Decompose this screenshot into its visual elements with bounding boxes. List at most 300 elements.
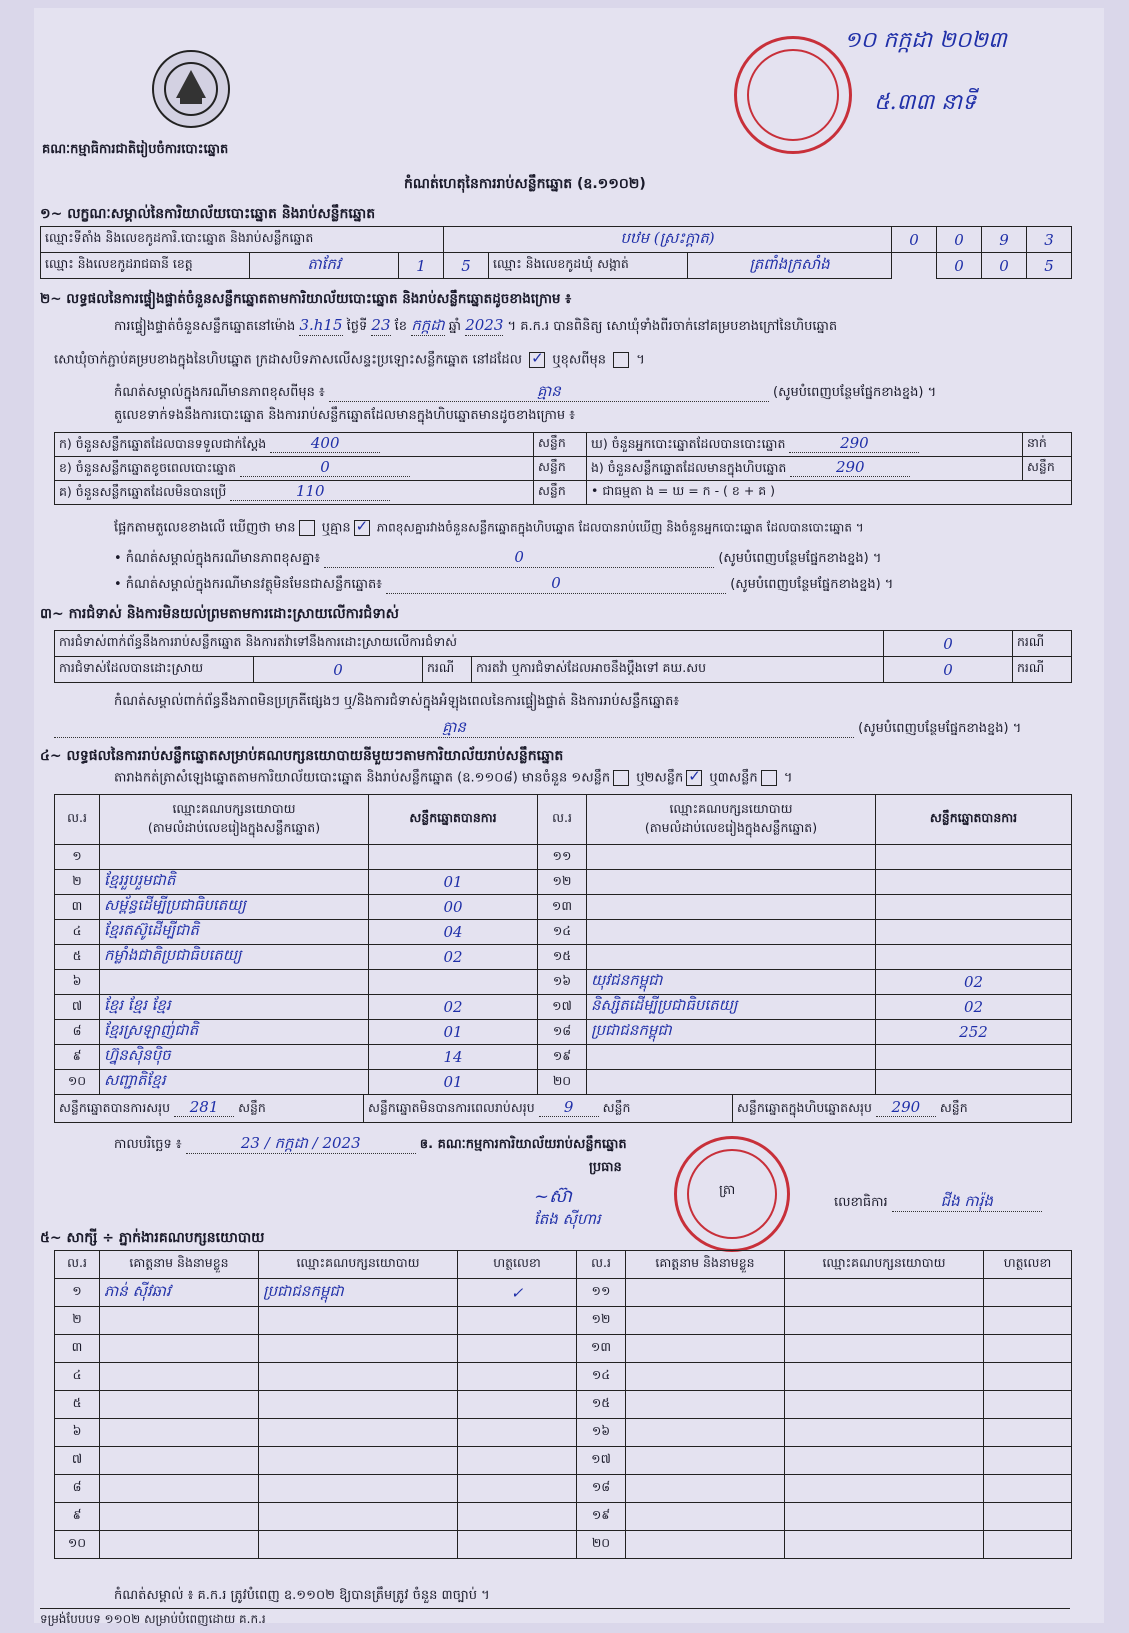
totals-row (55, 1095, 1071, 1122)
table-row (55, 1070, 1072, 1095)
diff-note-value: 0 (324, 548, 714, 568)
row-no: ៤ (55, 1363, 100, 1391)
witness-signature (984, 1335, 1072, 1363)
secretary-name: ជីង ការ៉ុង (892, 1192, 1042, 1212)
witness-party (259, 1363, 458, 1391)
col-sign: ហត្ថលេខា (458, 1251, 577, 1279)
witness-name (626, 1475, 785, 1503)
objection-label: ការជំទាស់ពាក់ព័ន្ធនឹងការរាប់សន្លឹកឆ្នោត និងការតវ៉ាទៅនឹងការដោះស្រាយលើការជំទាស់ (55, 631, 884, 657)
commune-name: ត្រពាំងក្រសាំង (688, 253, 892, 279)
invalid-total: 9 (539, 1098, 599, 1117)
row-no: ១៦ (538, 970, 587, 995)
counts-table (54, 432, 1072, 505)
row-no: ១៦ (577, 1419, 626, 1447)
verify-day: 23 (371, 316, 391, 334)
unit-label: សន្លឹក (602, 1100, 631, 1115)
witness-name (100, 1447, 259, 1475)
resolved-value: 0 (254, 657, 423, 683)
table-row (55, 920, 1072, 945)
verify-year-label: ឆ្នាំ (448, 319, 462, 334)
table-row (55, 1307, 1072, 1335)
official-seal-bottom (674, 1136, 790, 1252)
location-code-digit: 0 (937, 227, 982, 253)
witness-signature (458, 1363, 577, 1391)
location-code-digit: 0 (892, 227, 937, 253)
party-votes: 02 (369, 995, 538, 1020)
section5-title: ៥~ សាក្សី ÷ ភ្នាក់ងារគណបក្សនយោបាយ (40, 1230, 265, 1246)
party-name: សម្ព័ន្ធដើម្បីប្រជាធិបតេយ្យ (100, 895, 369, 920)
official-seal-top (734, 36, 852, 154)
unit-label: សន្លឹក (534, 433, 587, 457)
party-name: និស្សិតដើម្បីប្រជាធិបតេយ្យ (587, 995, 876, 1020)
location-code-digit: 3 (1027, 227, 1072, 253)
witness-signature (458, 1447, 577, 1475)
row-no: ៩ (55, 1045, 100, 1070)
fill-hint: (សូមបំពេញបន្ថែមផ្នែកខាងខ្នង) ។ (730, 577, 894, 592)
witness-name (100, 1531, 259, 1559)
table-row (55, 1391, 1072, 1419)
has-difference-checkbox[interactable] (299, 520, 315, 536)
party-name: ខ្មែរស្រឡាញ់ជាតិ (100, 1020, 369, 1045)
witness-party (259, 1391, 458, 1419)
party-name (587, 1070, 876, 1095)
row-no: ១១ (577, 1279, 626, 1307)
row-no: ១០ (55, 1070, 100, 1095)
location-code-digit: 9 (982, 227, 1027, 253)
party-votes: 00 (369, 895, 538, 920)
formula-text: • ជាធម្មតា ង = ឃ = ក - ( ខ + គ ) (587, 481, 1072, 505)
witness-party (259, 1503, 458, 1531)
resolved-label: ការជំទាស់ដែលបានដោះស្រាយ (55, 657, 254, 683)
party-name: ប្រជាជនកម្ពុជា (587, 1020, 876, 1045)
witness-party (785, 1279, 984, 1307)
witness-party (259, 1531, 458, 1559)
witness-party (785, 1391, 984, 1419)
witness-name: ភាន់ ស៊ីវឆាវ (100, 1279, 259, 1307)
row-no: ៦ (55, 970, 100, 995)
witness-party (259, 1307, 458, 1335)
verify-year: 2023 (465, 316, 504, 334)
witness-signature (458, 1475, 577, 1503)
party-votes (876, 1070, 1072, 1095)
seal-label: ត្រា (719, 1183, 736, 1198)
unit-label: សន្លឹក (534, 457, 587, 481)
row-no: ២០ (538, 1070, 587, 1095)
seal-status-line: សោឃុំចាក់ភ្ជាប់គម្របខាងក្នុងនៃហិបឆ្នោត ក្រដាសបិទភាសលើសន្ទះប្រឡោះសន្លឹកឆ្នោត នៅដដែល ✓ ឬខុសពីមុន ។ (54, 352, 1074, 369)
sheet-count-line (114, 770, 1074, 787)
unit-label: សន្លឹក (939, 1100, 968, 1115)
voters-value: 290 (789, 434, 919, 453)
witness-party (785, 1475, 984, 1503)
party-votes (876, 845, 1072, 870)
verify-text: ។ គ.ក.រ បានពិនិត្យ សោឃុំទាំងពីរចាក់នៅគម្របខាងក្រៅនៃហិបឆ្នោត (507, 319, 838, 334)
witness-name (626, 1307, 785, 1335)
party-votes: 01 (369, 870, 538, 895)
party-votes: 252 (876, 1020, 1072, 1045)
col-no: ល.រ (55, 795, 100, 845)
table-row (55, 1335, 1072, 1363)
diff-note-line (114, 548, 1074, 568)
witness-name (100, 1503, 259, 1531)
witness-party (259, 1335, 458, 1363)
appeal-label: ការតវ៉ា ឬការជំទាស់ដែលអាចនឹងប្តឹងទៅ គឃ.សប (472, 657, 884, 683)
witness-signature (984, 1279, 1072, 1307)
row-no: ១៧ (538, 995, 587, 1020)
witness-signature (984, 1419, 1072, 1447)
witness-table (54, 1250, 1072, 1559)
witness-name (626, 1419, 785, 1447)
in-box-label: ង) ចំនួនសន្លឹកឆ្នោតដែលមានក្នុងហិបឆ្នោត (591, 460, 787, 475)
party-name: ខ្មែររួបរួមជាតិ (100, 870, 369, 895)
witness-name (100, 1475, 259, 1503)
col-votes: សន្លឹកឆ្នោតបានការ (876, 795, 1072, 845)
verify-day-label: ថ្ងៃទី (346, 319, 368, 334)
witness-party (259, 1447, 458, 1475)
section4-title: ៤~ លទ្ធផលនៃការរាប់សន្លឹកឆ្នោតសម្រាប់គណបក្សនយោបាយនីមួយៗតាមការិយាល័យរាប់សន្លឹកឆ្នោត (40, 748, 564, 764)
table-row (55, 1419, 1072, 1447)
document-page (34, 8, 1104, 1626)
row-no: ១៥ (577, 1391, 626, 1419)
party-votes: 02 (876, 970, 1072, 995)
compare-has-label: ផ្អែកតាមតួលេខខាងលើ ឃើញថា មាន (114, 520, 296, 536)
row-no: ១២ (538, 870, 587, 895)
party-votes: 04 (369, 920, 538, 945)
fill-hint: (សូមបំពេញបន្ថែមផ្នែកខាងខ្នង) ។ (773, 385, 937, 400)
party-name (587, 1045, 876, 1070)
witness-name (100, 1335, 259, 1363)
received-label: ក) ចំនួនសន្លឹកឆ្នោតដែលបានទទួលជាក់ស្តែង (59, 436, 267, 451)
in-box-value: 290 (790, 458, 910, 477)
section3-title: ៣~ ការជំទាស់ និងការមិនយល់ព្រមតាមការដោះស្រាយលើការជំទាស់ (40, 606, 399, 622)
witness-signature: ✓ (458, 1279, 577, 1307)
sheet-count-text: តារាងកត់ត្រាសំឡេងឆ្នោតតាមការិយាល័យបោះឆ្នោត និងរាប់សន្លឹកឆ្នោត (ឧ.១១០៨) មានចំនួន ១សន្លឹក (114, 770, 611, 786)
difference-note-line (114, 382, 1074, 402)
table-row (55, 895, 1072, 920)
party-votes: 02 (876, 995, 1072, 1020)
verify-time: 3.h15 (299, 316, 343, 334)
row-no: ១៤ (577, 1363, 626, 1391)
unit-label: សន្លឹក (238, 1100, 266, 1115)
chair-signature: ~ស៊ា (534, 1186, 572, 1207)
date-value: 23 / កក្កដា / 2023 (186, 1134, 416, 1154)
object-note-value: 0 (386, 574, 726, 594)
witness-party (259, 1475, 458, 1503)
row-no: ៧ (55, 1447, 100, 1475)
handwritten-time: ៥.៣៣ នាទី (874, 90, 977, 115)
party-name (587, 845, 876, 870)
row-no: ១២ (577, 1307, 626, 1335)
col-name: គោត្តនាម និងនាមខ្លួន (626, 1251, 785, 1279)
secretary-line (834, 1192, 1042, 1212)
date-label: កាលបរិច្ឆេទ ៖ (114, 1137, 182, 1152)
table-row (55, 1447, 1072, 1475)
party-name (587, 870, 876, 895)
table-row (55, 970, 1072, 995)
witness-party (785, 1307, 984, 1335)
unused-label: គ) ចំនួនសន្លឹកឆ្នោតដែលមិនបានប្រើ (59, 484, 227, 499)
party-name (587, 945, 876, 970)
verification-paragraph (114, 316, 1074, 336)
compare-none-label: ឬគ្មាន (321, 520, 351, 536)
table-row (55, 1363, 1072, 1391)
sheet-count-end: ។ (783, 770, 793, 786)
difference-note-label: កំណត់សម្គាល់ក្នុងករណីមានភាពខុសពីមុន ៖ (114, 385, 325, 400)
diff-note-label: • កំណត់សម្គាល់ក្នុងករណីមានភាពខុសគ្នា៖ (114, 551, 321, 566)
witness-signature (984, 1503, 1072, 1531)
witness-signature (458, 1307, 577, 1335)
spoiled-value: 0 (240, 458, 410, 477)
row-no: ៨ (55, 1475, 100, 1503)
province-code-digit: 5 (444, 253, 489, 279)
witness-party (785, 1503, 984, 1531)
objection-value: 0 (884, 631, 1013, 657)
seal-status-text: សោឃុំចាក់ភ្ជាប់គម្របខាងក្នុងនៃហិបឆ្នោត ក្រដាសបិទភាសលើសន្ទះប្រឡោះសន្លឹកឆ្នោត នៅដដែល (54, 352, 523, 368)
three-sheets-label: ឬ៣សន្លឹក (709, 770, 758, 786)
unit-label: សន្លឹក (1023, 457, 1072, 481)
commune-label: ឈ្មោះ និងលេខកូដឃុំ សង្កាត់ (489, 253, 688, 279)
two-sheets-checkbox[interactable] (686, 770, 702, 786)
irregularity-note-value: គ្មាន (54, 718, 854, 738)
witness-signature (984, 1307, 1072, 1335)
row-no: ៧ (55, 995, 100, 1020)
party-name: ហ្វ៊ុនស៊ិនប៉ិច (100, 1045, 369, 1070)
table-row (55, 1020, 1072, 1045)
row-no: ៣ (55, 895, 100, 920)
party-votes: 01 (369, 1070, 538, 1095)
party-votes (876, 895, 1072, 920)
row-no: ១៤ (538, 920, 587, 945)
party-votes (876, 945, 1072, 970)
row-no: ២ (55, 870, 100, 895)
valid-total: 281 (174, 1098, 234, 1117)
chair-name: តែង ស៊ីហារ (534, 1210, 601, 1228)
received-value: 400 (270, 434, 380, 453)
valid-total-label: សន្លឹកឆ្នោតបានការសរុប (59, 1100, 171, 1115)
spoiled-label: ខ) ចំនួនសន្លឹកឆ្នោតខូចពេលបោះឆ្នោត (59, 460, 237, 475)
section2-title: ២~ លទ្ធផលនៃការផ្ទៀងផ្ទាត់ចំនួនសន្លឹកឆ្នោតតាមការិយាល័យបោះឆ្នោត និងរាប់សន្លឹកឆ្នោតដូចខាងក្រោម ៖ (40, 291, 572, 307)
case-unit: ករណី (1013, 631, 1072, 657)
row-no: ១ (55, 1279, 100, 1307)
chair-label: ប្រធាន (589, 1160, 622, 1175)
table-row (55, 995, 1072, 1020)
province-code-digit: 1 (399, 253, 444, 279)
object-note-label: • កំណត់សម្គាល់ក្នុងករណីមានវត្ថុមិនមែនជាសន្លឹកឆ្នោត៖ (114, 577, 382, 592)
table-row (55, 845, 1072, 870)
table-row (55, 1279, 1072, 1307)
table-row (55, 870, 1072, 895)
witness-party: ប្រជាជនកម្ពុជា (259, 1279, 458, 1307)
witness-party (259, 1419, 458, 1447)
two-sheets-label: ឬ២សន្លឹក (636, 770, 684, 786)
col-no: ល.រ (577, 1251, 626, 1279)
col-no: ល.រ (55, 1251, 100, 1279)
row-no: ១៧ (577, 1447, 626, 1475)
row-no: ១៣ (538, 895, 587, 920)
row-no: ១៣ (577, 1335, 626, 1363)
nec-logo (152, 50, 230, 128)
section1-table (40, 226, 1072, 279)
witness-name (626, 1531, 785, 1559)
col-party: ឈ្មោះគណបក្សនយោបាយ (785, 1251, 984, 1279)
box-total-label: សន្លឹកឆ្នោតក្នុងហិបឆ្នោតសរុប (737, 1100, 872, 1115)
row-no: ២ (55, 1307, 100, 1335)
witness-signature (458, 1419, 577, 1447)
verify-month-label: ខែ (394, 319, 408, 334)
table-row (55, 1475, 1072, 1503)
footnote: កំណត់សម្គាល់ ៖ គ.ក.រ ត្រូវបំពេញ ឧ.១១០២ ឱ្យបានត្រឹមត្រូវ ចំនួន ៣ច្បាប់ ។ (114, 1588, 490, 1603)
appeal-value: 0 (884, 657, 1013, 683)
party-name: សញ្ជាតិខ្មែរ (100, 1070, 369, 1095)
org-name: គណៈកម្មាធិការជាតិរៀបចំការបោះឆ្នោត (42, 142, 229, 157)
party-votes: 01 (369, 1020, 538, 1045)
changed-checkbox[interactable] (613, 352, 629, 368)
row-no: ១០ (55, 1531, 100, 1559)
witness-signature (984, 1363, 1072, 1391)
col-party: ឈ្មោះគណបក្សនយោបាយ (259, 1251, 458, 1279)
witness-name (626, 1503, 785, 1531)
party-name: ខ្មែរតស៊ូដើម្បីជាតិ (100, 920, 369, 945)
row-no: ១៥ (538, 945, 587, 970)
col-votes: សន្លឹកឆ្នោតបានការ (369, 795, 538, 845)
compare-text: ភាពខុសគ្នារវាងចំនួនសន្លឹកឆ្នោតក្នុងហិបឆ្នោត ដែលបានរាប់ឃើញ និងចំនួនអ្នកបោះឆ្នោត ដែលបានបោះឆ្នោត ។ (376, 520, 864, 535)
voters-label: ឃ) ចំនួនអ្នកបោះឆ្នោតដែលបានបោះឆ្នោត (591, 436, 786, 451)
witness-party (785, 1531, 984, 1559)
location-name: បឋម (ស្រះក្តាត) (444, 227, 892, 253)
row-no: ១៩ (538, 1045, 587, 1070)
objection-table (54, 630, 1072, 683)
witness-signature (984, 1475, 1072, 1503)
handwritten-date: ១០ កក្កដា ២០២៣ (844, 28, 1007, 53)
fill-hint: (សូមបំពេញបន្ថែមផ្នែកខាងខ្នង) ។ (858, 721, 1022, 736)
case-unit: ករណី (1013, 657, 1072, 683)
unit-label: សន្លឹក (534, 481, 587, 505)
party-votes (369, 970, 538, 995)
party-name: ខ្មែរ ខ្មែរ ខ្មែរ (100, 995, 369, 1020)
section1-title: ១~ លក្ខណៈសម្គាល់នៃការិយាល័យបោះឆ្នោត និងរាប់សន្លឹកឆ្នោត (40, 206, 376, 222)
unused-value: 110 (230, 482, 390, 501)
col-party: ឈ្មោះគណបក្សនយោបាយ (តាមលំដាប់លេខរៀងក្នុងសន្លឹកឆ្នោត) (100, 795, 369, 845)
counts-intro: តួលេខទាក់ទងនឹងការបោះឆ្នោត និងការរាប់សន្លឹកឆ្នោតដែលមានក្នុងហិបឆ្នោតមានដូចខាងក្រោម ៖ (114, 408, 575, 423)
invalid-total-label: សន្លឹកឆ្នោតមិនបានការពេលរាប់សរុប (368, 1100, 535, 1115)
row-no: ៥ (55, 945, 100, 970)
witness-signature (984, 1531, 1072, 1559)
witness-name (626, 1335, 785, 1363)
compare-line (114, 520, 1074, 537)
commune-code-digit: 0 (982, 253, 1027, 279)
results-table (54, 794, 1072, 1123)
witness-party (785, 1363, 984, 1391)
table-row (55, 1503, 1072, 1531)
party-votes (369, 845, 538, 870)
party-name: យុវជនកម្ពុជា (587, 970, 876, 995)
col-party: ឈ្មោះគណបក្សនយោបាយ (តាមលំដាប់លេខរៀងក្នុងសន្លឹកឆ្នោត) (587, 795, 876, 845)
witness-party (785, 1447, 984, 1475)
witness-name (626, 1447, 785, 1475)
row-no: ២០ (577, 1531, 626, 1559)
box-total: 290 (876, 1098, 936, 1117)
witness-signature (458, 1335, 577, 1363)
location-label: ឈ្មោះទីតាំង និងលេខកូដការិ.បោះឆ្នោត និងរាប់សន្លឹកឆ្នោត (41, 227, 444, 253)
province-name: តាកែវ (250, 253, 399, 279)
three-sheets-checkbox[interactable] (761, 770, 777, 786)
form-title: កំណត់ហេតុនៃការរាប់សន្លឹកឆ្នោត (ឧ.១១០២) (404, 176, 646, 192)
witness-party (785, 1419, 984, 1447)
witness-party (785, 1335, 984, 1363)
emblem-icon (154, 52, 228, 126)
verify-time-label: ការផ្ទៀងផ្ទាត់ចំនួនសន្លឹកឆ្នោតនៅម៉ោង (114, 319, 296, 334)
changed-label: ឬខុសពីមុន (552, 352, 606, 368)
witness-name (100, 1419, 259, 1447)
row-no: ១៨ (538, 1020, 587, 1045)
row-no: ៦ (55, 1419, 100, 1447)
party-votes (876, 1045, 1072, 1070)
party-name (100, 845, 369, 870)
witness-name (626, 1391, 785, 1419)
col-no: ល.រ (538, 795, 587, 845)
unchanged-checkbox[interactable] (529, 352, 545, 368)
row-no: ១៩ (577, 1503, 626, 1531)
irregularity-note-line (54, 718, 1074, 738)
party-votes (876, 870, 1072, 895)
row-no: ១១ (538, 845, 587, 870)
witness-signature (458, 1391, 577, 1419)
verify-month: កក្កដា (411, 316, 445, 334)
irregularity-note-label: កំណត់សម្គាល់ពាក់ព័ន្ធនឹងភាពមិនប្រក្រតីផ្សេងៗ ឬ/និងការជំទាស់ក្នុងអំឡុងពេលនៃការផ្ទៀងផ្ទាត់ និងការរាប់សន្លឹកឆ្នោត៖ (114, 694, 680, 709)
witness-name (626, 1363, 785, 1391)
form-footer: ទម្រង់បែបបទ ១១០២ សម្រាប់បំពេញដោយ គ.ក.រ (40, 1612, 266, 1626)
col-name: គោត្តនាម និងនាមខ្លួន (100, 1251, 259, 1279)
party-name (587, 895, 876, 920)
row-no: ៣ (55, 1335, 100, 1363)
secretary-label: លេខាធិការ (834, 1195, 888, 1210)
witness-name (100, 1391, 259, 1419)
one-sheet-checkbox[interactable] (613, 770, 629, 786)
row-no: ១៨ (577, 1475, 626, 1503)
witness-signature (984, 1391, 1072, 1419)
party-name (587, 920, 876, 945)
table-row (55, 1045, 1072, 1070)
table-row (55, 945, 1072, 970)
witness-name (626, 1279, 785, 1307)
date-line (114, 1134, 627, 1154)
party-votes (876, 920, 1072, 945)
difference-note-value: គ្មាន (329, 382, 769, 402)
row-no: ១ (55, 845, 100, 870)
party-votes: 14 (369, 1045, 538, 1070)
person-unit-label: នាក់ (1023, 433, 1072, 457)
witness-signature (458, 1531, 577, 1559)
commune-code-digit: 5 (1027, 253, 1072, 279)
party-name: កម្លាំងជាតិប្រជាធិបតេយ្យ (100, 945, 369, 970)
col-sign: ហត្ថលេខា (984, 1251, 1072, 1279)
fill-hint: (សូមបំពេញបន្ថែមផ្នែកខាងខ្នង) ។ (718, 551, 882, 566)
row-no: ៨ (55, 1020, 100, 1045)
witness-name (100, 1307, 259, 1335)
party-name (100, 970, 369, 995)
case-unit: ករណី (423, 657, 472, 683)
party-votes: 02 (369, 945, 538, 970)
committee-label: ឲ. គណៈកម្មការការិយាល័យរាប់សន្លឹកឆ្នោត (419, 1137, 627, 1152)
table-row (55, 1531, 1072, 1559)
witness-name (100, 1363, 259, 1391)
no-difference-checkbox[interactable] (354, 520, 370, 536)
object-note-line (114, 574, 1074, 594)
witness-signature (458, 1503, 577, 1531)
witness-signature (984, 1447, 1072, 1475)
commune-code-digit: 0 (937, 253, 982, 279)
row-no: ៩ (55, 1503, 100, 1531)
row-no: ៥ (55, 1391, 100, 1419)
